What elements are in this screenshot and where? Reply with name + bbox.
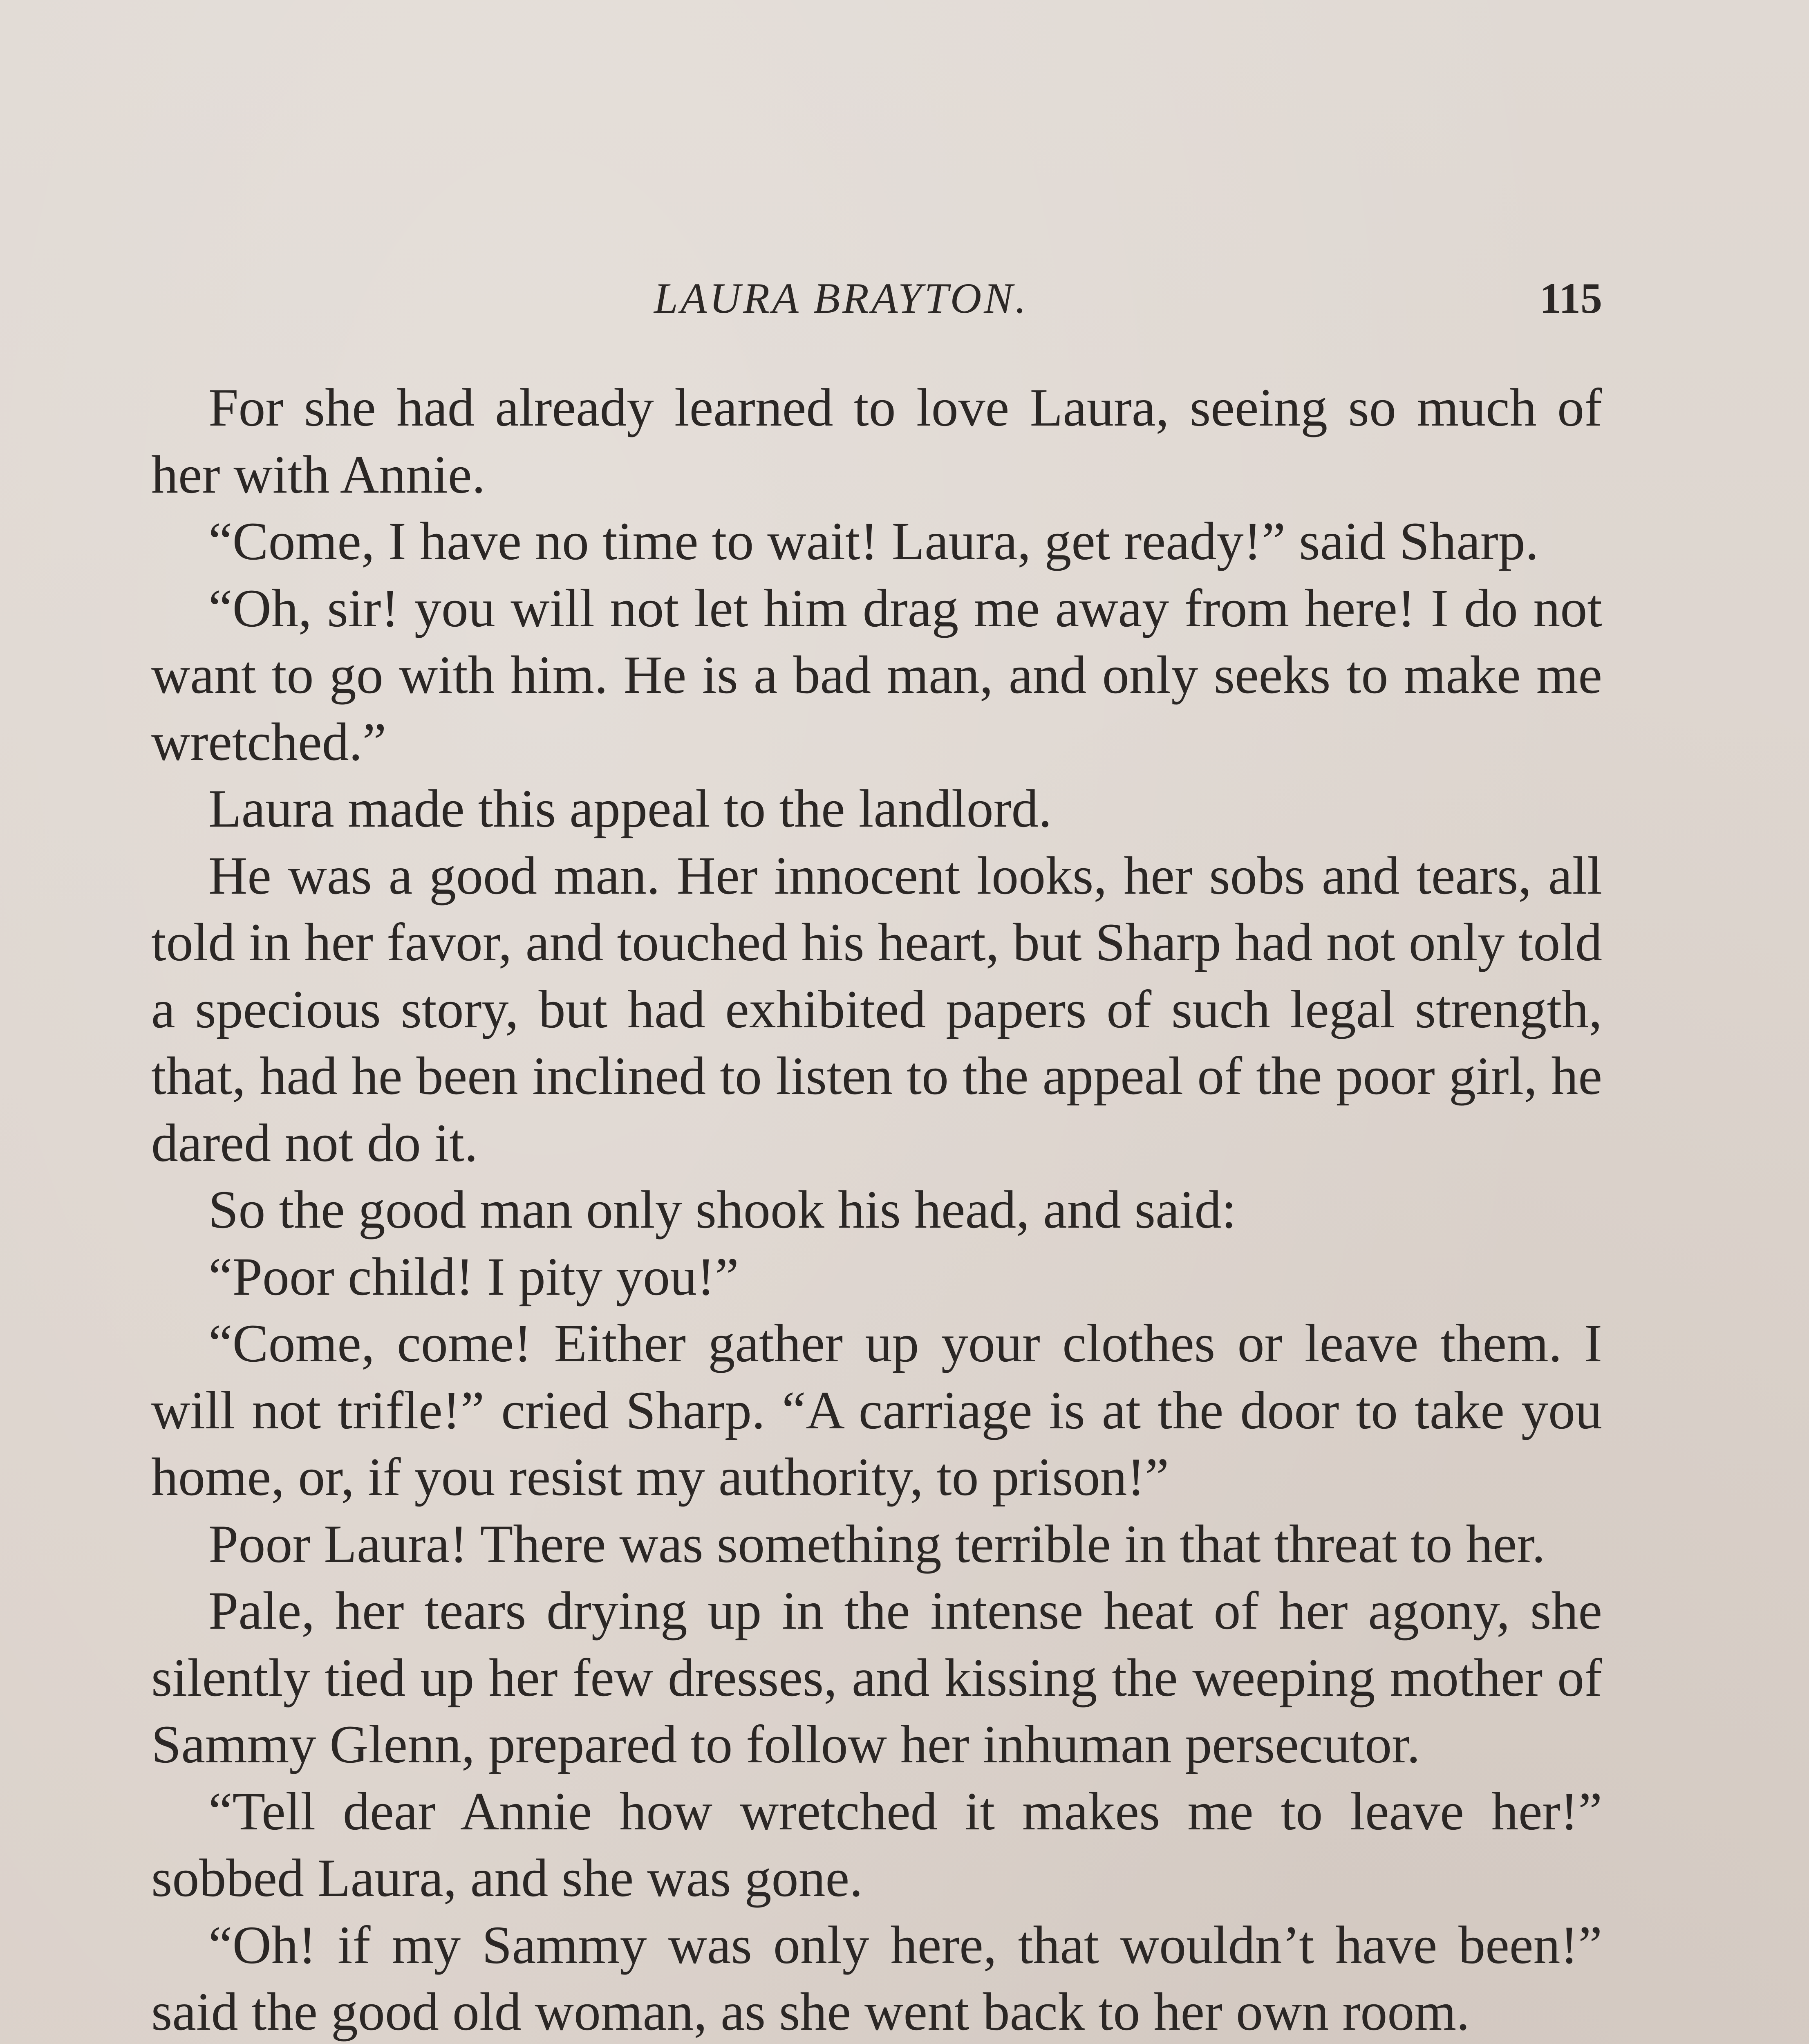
running-head	[151, 262, 1602, 335]
page-number: 115	[1539, 274, 1602, 322]
running-title: LAURA BRAYTON.	[654, 274, 1029, 322]
paragraph: Poor Laura! There was something terrible in that threat to her.	[208, 1513, 1545, 1574]
paragraph: He was a good man. Her innocent looks, her sobs and tears, all told in her favor, and touched his heart, but Sharp had not only told a specious story, but had exhibited papers of such legal strength, that, had he been inclined to listen to the appeal of the poor girl, he dared not do it.	[151, 845, 1602, 1173]
paragraph: Pale, her tears drying up in the intense heat of her agony, she silently tied up her few dresses, and kissing the weeping mother of Sammy Glenn, prepared to follow her inhuman persecutor.	[151, 1580, 1602, 1774]
paragraph: “Come, I have no time to wait! Laura, get ready!” said Sharp.	[208, 511, 1539, 571]
paragraph: “Tell dear Annie how wretched it makes me to leave her!” sobbed Laura, and she was gone.	[151, 1781, 1602, 1908]
paragraph: “Poor child! I pity you!”	[208, 1246, 739, 1307]
paragraph: Laura made this appeal to the landlord.	[208, 778, 1052, 838]
paragraph: So the good man only shook his head, and said:	[208, 1179, 1237, 1239]
paragraph: “Oh, sir! you will not let him drag me away from here! I do not want to go with him. He is a bad man, and only seeks to make me wretched.”	[151, 578, 1602, 772]
paragraph: “Come, come! Either gather up your clothes or leave them. I will not trifle!” cried Sharp. “A carriage is at the door to take you home, or, if you resist my authority, to prison!”	[151, 1313, 1602, 1507]
body-text	[151, 374, 1602, 2044]
paragraph: “Oh! if my Sammy was only here, that wouldn’t have been!” said the good old woman, as she went back to her own room.	[151, 1914, 1602, 2042]
paragraph: For she had already learned to love Laura, seeing so much of her with Annie.	[151, 377, 1602, 504]
